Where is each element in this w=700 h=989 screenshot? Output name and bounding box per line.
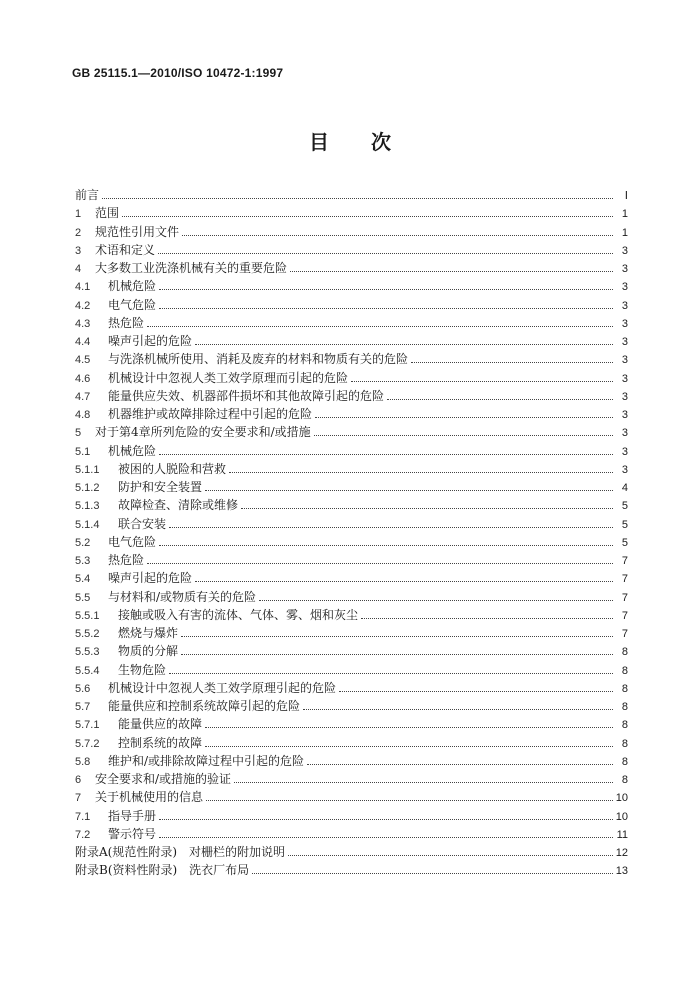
dot-leader bbox=[159, 819, 613, 838]
toc-entry-label: 电气危险 bbox=[108, 534, 157, 549]
toc-entry-page-number: 3 bbox=[621, 299, 628, 312]
page-title: 目次 bbox=[309, 130, 433, 154]
toc-entry-page-number: 8 bbox=[621, 737, 628, 750]
dot-leader bbox=[411, 344, 613, 363]
toc-entry-page-number: 8 bbox=[621, 701, 628, 713]
table-of-contents bbox=[75, 180, 628, 878]
toc-entry-label: 被困的人脱险和营救 bbox=[118, 461, 227, 476]
toc-entry-number: 5.5 bbox=[75, 591, 91, 604]
toc-entry-page-number: 8 bbox=[621, 682, 628, 695]
toc-entry-number: 4.8 bbox=[75, 409, 91, 421]
toc-entry-number: 5.5.1 bbox=[75, 609, 100, 622]
dot-leader bbox=[290, 253, 613, 272]
dot-leader bbox=[158, 235, 613, 254]
toc-entry-label: 指导手册 bbox=[108, 808, 157, 823]
toc-entry-number: 7 bbox=[75, 792, 82, 805]
toc-entry-page-number: 7 bbox=[621, 628, 628, 640]
toc-entry-label: 故障检查、清除或维修 bbox=[118, 498, 239, 513]
toc-entry-page-number: 3 bbox=[621, 281, 628, 294]
dot-leader bbox=[169, 655, 613, 674]
toc-entry-page-number: 8 bbox=[621, 755, 628, 768]
dot-leader bbox=[181, 618, 613, 637]
toc-entry-label: 热危险 bbox=[108, 315, 145, 330]
toc-entry-label: 与洗涤机械所使用、消耗及废弃的材料和物质有关的危险 bbox=[108, 352, 409, 367]
toc-entry-label: 能量供应失效、机器部件损坏和其他故障引起的危险 bbox=[108, 388, 385, 403]
toc-entry-page-number: 3 bbox=[621, 463, 628, 476]
toc-entry-page-number: 11 bbox=[616, 828, 628, 841]
toc-entry-label: 关于机械使用的信息 bbox=[95, 790, 204, 805]
toc-entry-label: 控制系统的故障 bbox=[118, 735, 203, 750]
toc-entry-page-number: 8 bbox=[621, 664, 628, 677]
toc-entry[interactable] bbox=[75, 545, 628, 567]
toc-entry-number: 5.4 bbox=[75, 573, 91, 586]
dot-leader bbox=[315, 399, 613, 418]
toc-entry-page-number: 7 bbox=[621, 555, 628, 567]
toc-entry-page-number: 7 bbox=[621, 609, 628, 622]
dot-leader bbox=[252, 855, 613, 874]
toc-entry[interactable] bbox=[75, 217, 628, 239]
toc-entry-number: 4.4 bbox=[75, 336, 91, 348]
toc-entry-label: 机器维护或故障排除过程中引起的危险 bbox=[108, 407, 313, 421]
dot-leader bbox=[229, 454, 613, 473]
dot-leader bbox=[147, 545, 613, 564]
toc-entry-number: 5.1.1 bbox=[75, 463, 100, 476]
dot-leader bbox=[169, 509, 613, 528]
dot-leader bbox=[241, 490, 613, 509]
toc-entry-page-number: 3 bbox=[621, 390, 628, 403]
dot-leader bbox=[159, 290, 613, 309]
toc-entry-number: 1 bbox=[75, 208, 82, 221]
toc-entry-label: 噪声引起的危险 bbox=[108, 334, 193, 348]
toc-entry-label: 警示符号 bbox=[108, 826, 157, 841]
dot-leader bbox=[159, 436, 613, 455]
dot-leader bbox=[259, 582, 613, 601]
dot-leader bbox=[303, 691, 613, 710]
toc-entry-page-number: 3 bbox=[621, 409, 628, 421]
toc-entry[interactable] bbox=[75, 563, 628, 586]
dot-leader bbox=[159, 271, 613, 290]
toc-entry-number: 5.1.3 bbox=[75, 500, 100, 513]
toc-entry-label: 对于第4章所列危险的安全要求和/或措施 bbox=[95, 425, 311, 440]
toc-entry-label: 热危险 bbox=[108, 553, 145, 567]
toc-entry-number: 5.7.2 bbox=[75, 737, 100, 750]
toc-entry-number: 5.5.2 bbox=[75, 628, 100, 640]
toc-entry-label: 机械设计中忽视人类工效学原理引起的危险 bbox=[108, 680, 337, 695]
toc-entry-label: 联合安装 bbox=[118, 516, 167, 531]
toc-entry-label: 机械危险 bbox=[108, 279, 157, 294]
toc-entry-page-number: Ⅰ bbox=[624, 190, 628, 202]
toc-entry-number: 4.7 bbox=[75, 390, 91, 403]
toc-entry-number: 5.7.1 bbox=[75, 719, 100, 732]
dot-leader bbox=[351, 363, 613, 382]
dot-leader bbox=[361, 600, 613, 619]
toc-entry-page-number: 10 bbox=[615, 810, 628, 823]
toc-entry-page-number: 3 bbox=[621, 263, 628, 275]
toc-entry[interactable] bbox=[75, 198, 628, 221]
toc-entry-page-number: 12 bbox=[615, 847, 628, 859]
toc-entry-label: 燃烧与爆炸 bbox=[118, 626, 179, 640]
toc-entry-number: 4.6 bbox=[75, 372, 91, 385]
toc-entry-number: 6 bbox=[75, 774, 82, 786]
toc-entry-label: 安全要求和/或措施的验证 bbox=[95, 772, 232, 786]
toc-entry-label: 能量供应和控制系统故障引起的危险 bbox=[108, 699, 301, 713]
standard-code-header: GB 25115.1—2010/ISO 10472-1:1997 bbox=[72, 66, 284, 80]
dot-leader bbox=[387, 381, 613, 400]
toc-entry-number: 5.3 bbox=[75, 555, 91, 567]
toc-entry-page-number: 1 bbox=[621, 208, 628, 221]
toc-entry-label: 范围 bbox=[95, 206, 120, 221]
toc-entry-number: 4.1 bbox=[75, 281, 91, 294]
toc-entry-page-number: 3 bbox=[621, 445, 628, 458]
toc-entry-number: 5.2 bbox=[75, 536, 91, 549]
toc-entry-label: 噪声引起的危险 bbox=[108, 571, 193, 586]
toc-entry[interactable] bbox=[75, 326, 628, 348]
toc-entry-page-number: 4 bbox=[621, 482, 628, 494]
toc-entry-label: 能量供应的故障 bbox=[118, 717, 203, 732]
toc-entry[interactable] bbox=[75, 235, 628, 257]
dot-leader bbox=[339, 673, 613, 692]
toc-entry-label: 附录B(资料性附录) 洗衣厂布局 bbox=[75, 863, 250, 878]
toc-entry-number: 5.6 bbox=[75, 682, 91, 695]
dot-leader bbox=[288, 837, 613, 856]
toc-entry-number: 4 bbox=[75, 263, 82, 275]
toc-entry-page-number: 3 bbox=[621, 427, 628, 440]
toc-entry-number: 4.5 bbox=[75, 354, 91, 367]
toc-entry-page-number: 7 bbox=[621, 573, 628, 586]
toc-entry-label: 防护和安全装置 bbox=[118, 480, 203, 494]
toc-entry-label: 前言 bbox=[75, 188, 100, 202]
toc-entry-number: 5.1 bbox=[75, 445, 91, 458]
toc-entry-page-number: 5 bbox=[621, 536, 628, 549]
toc-entry-page-number: 13 bbox=[615, 865, 628, 878]
dot-leader bbox=[122, 198, 613, 217]
toc-entry-number: 5.5.3 bbox=[75, 646, 100, 659]
toc-entry-label: 术语和定义 bbox=[95, 242, 156, 257]
toc-entry-number: 5.1.4 bbox=[75, 518, 100, 531]
dot-leader bbox=[205, 709, 613, 728]
toc-entry-label: 大多数工业洗涤机械有关的重要危险 bbox=[95, 261, 288, 275]
toc-entry-label: 机械危险 bbox=[108, 443, 157, 458]
toc-entry-label: 与材料和/或物质有关的危险 bbox=[108, 589, 257, 604]
toc-entry-number: 5.8 bbox=[75, 755, 91, 768]
toc-entry-label: 接触或吸入有害的流体、气体、雾、烟和灰尘 bbox=[118, 607, 359, 622]
toc-entry-number: 4.3 bbox=[75, 317, 91, 330]
toc-entry-number: 4.2 bbox=[75, 299, 91, 312]
toc-entry-page-number: 8 bbox=[621, 646, 628, 659]
toc-entry-label: 电气危险 bbox=[108, 297, 157, 312]
toc-entry-number: 7.2 bbox=[75, 828, 91, 841]
toc-entry-page-number: 7 bbox=[621, 591, 628, 604]
toc-entry-label: 机械设计中忽视人类工效学原理而引起的危险 bbox=[108, 370, 349, 385]
toc-entry-number: 5 bbox=[75, 427, 82, 440]
dot-leader bbox=[205, 472, 613, 491]
toc-entry-page-number: 3 bbox=[621, 317, 628, 330]
toc-entry-number: 7.1 bbox=[75, 810, 91, 823]
toc-entry-page-number: 3 bbox=[621, 372, 628, 385]
dot-leader bbox=[205, 728, 613, 747]
toc-entry-page-number: 3 bbox=[621, 244, 628, 257]
dot-leader bbox=[182, 217, 613, 236]
dot-leader bbox=[234, 764, 613, 783]
toc-entry-number: 2 bbox=[75, 226, 82, 239]
dot-leader bbox=[195, 326, 613, 345]
toc-entry[interactable] bbox=[75, 180, 628, 202]
toc-entry[interactable] bbox=[75, 308, 628, 330]
toc-entry-page-number: 8 bbox=[621, 774, 628, 786]
dot-leader bbox=[147, 308, 613, 327]
dot-leader bbox=[181, 636, 613, 655]
toc-entry-page-number: 1 bbox=[621, 226, 628, 239]
dot-leader bbox=[206, 782, 613, 801]
toc-entry-label: 维护和/或排除故障过程中引起的危险 bbox=[108, 753, 305, 768]
toc-entry-number: 5.7 bbox=[75, 701, 91, 713]
dot-leader bbox=[314, 417, 613, 436]
dot-leader bbox=[102, 180, 613, 199]
dot-leader bbox=[159, 527, 613, 546]
toc-entry-label: 规范性引用文件 bbox=[95, 224, 180, 239]
toc-entry-number: 5.1.2 bbox=[75, 482, 100, 494]
dot-leader bbox=[307, 746, 613, 765]
dot-leader bbox=[159, 801, 613, 820]
toc-entry-label: 生物危险 bbox=[118, 662, 167, 677]
toc-entry-number: 5.5.4 bbox=[75, 664, 100, 677]
toc-entry-label: 附录A(规范性附录) 对栅栏的附加说明 bbox=[75, 845, 286, 859]
toc-entry-number: 3 bbox=[75, 244, 82, 257]
toc-entry-page-number: 3 bbox=[621, 354, 628, 367]
dot-leader bbox=[195, 563, 613, 582]
toc-entry-label: 物质的分解 bbox=[118, 644, 179, 659]
toc-entry-page-number: 5 bbox=[621, 518, 628, 531]
toc-entry-page-number: 10 bbox=[615, 792, 628, 805]
toc-entry-page-number: 8 bbox=[621, 719, 628, 732]
toc-entry-page-number: 5 bbox=[621, 500, 628, 513]
toc-entry-page-number: 3 bbox=[621, 336, 628, 348]
